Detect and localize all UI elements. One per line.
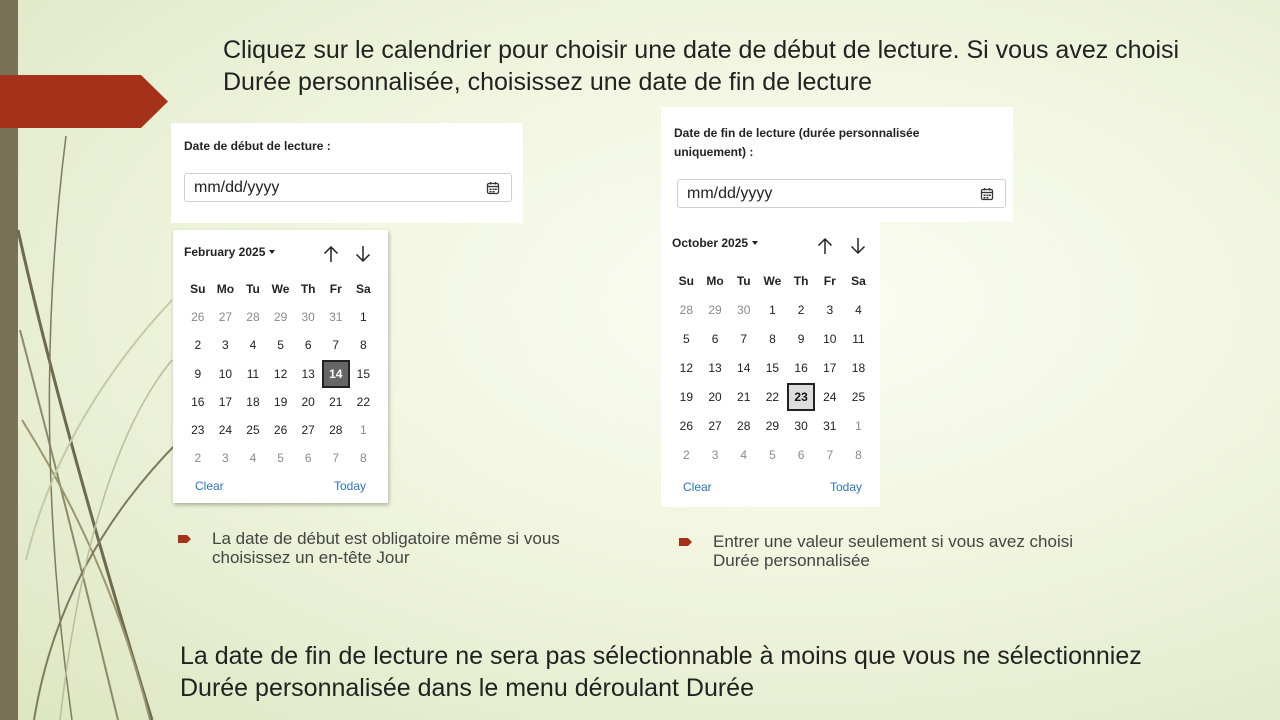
day-cell[interactable]: 25	[851, 390, 866, 404]
day-cell[interactable]: 28	[246, 310, 260, 325]
day-cell[interactable]: 24	[823, 390, 837, 404]
day-cell[interactable]: 27	[218, 310, 233, 325]
day-cell[interactable]: 4	[740, 447, 748, 462]
day-cell[interactable]: 27	[301, 423, 315, 438]
selected-day-cell[interactable]: 23	[787, 383, 816, 412]
day-cell[interactable]: 21	[329, 394, 343, 409]
day-cell[interactable]: 6	[304, 338, 312, 353]
day-cell[interactable]: 4	[249, 451, 257, 466]
day-cell[interactable]: 1	[360, 423, 367, 438]
month-selector[interactable]	[184, 245, 275, 259]
day-cell[interactable]: 4	[855, 303, 862, 318]
day-cell[interactable]: 29	[708, 303, 722, 318]
weekday-header: Su	[678, 274, 695, 289]
day-cell[interactable]: 2	[797, 303, 805, 318]
day-cell[interactable]: 24	[218, 423, 233, 438]
day-cell[interactable]: 8	[360, 338, 367, 353]
day-cell[interactable]: 23	[191, 423, 205, 438]
day-cell[interactable]: 12	[679, 361, 694, 376]
day-cell[interactable]: 28	[329, 423, 343, 438]
day-cell[interactable]: 10	[823, 332, 837, 347]
day-cell[interactable]: 31	[823, 418, 837, 433]
day-cell[interactable]: 30	[794, 418, 808, 433]
day-cell[interactable]: 11	[852, 332, 865, 347]
weekday-header: Fr	[823, 274, 836, 289]
start-date-label: Date de début de lecture :	[184, 139, 331, 153]
weekday-header: We	[271, 282, 290, 297]
day-cell[interactable]: 18	[246, 394, 260, 409]
day-cell[interactable]: 16	[191, 394, 205, 409]
start-date-note-text: La date de début est obligatoire même si vous choisissez un en-tête Jour	[212, 529, 560, 567]
day-cell[interactable]: 20	[708, 390, 722, 404]
weekday-header: Fr	[329, 282, 342, 297]
day-cell[interactable]: 7	[740, 332, 748, 347]
day-cell[interactable]: 2	[194, 451, 202, 466]
day-cell[interactable]: 29	[765, 418, 780, 433]
slide-title: Cliquez sur le calendrier pour choisir une date de début de lecture. Si vous avez choisi Durée personnalisée, choisissez une date de fin de lecture	[223, 36, 1180, 96]
day-cell[interactable]: 16	[794, 361, 808, 376]
day-cell[interactable]: 5	[683, 332, 690, 347]
day-cell[interactable]: 30	[737, 303, 751, 318]
day-cell[interactable]: 9	[797, 332, 805, 347]
month-selector[interactable]	[672, 236, 758, 250]
day-cell[interactable]: 18	[851, 361, 866, 376]
end-date-input[interactable]	[677, 179, 1006, 208]
clear-button[interactable]: Clear	[683, 480, 712, 494]
day-cell[interactable]: 8	[855, 447, 862, 462]
month-label: October 2025	[672, 236, 749, 250]
day-cell[interactable]: 22	[765, 390, 780, 404]
start-date-note	[212, 529, 592, 567]
end-date-note	[713, 532, 1093, 570]
clear-button[interactable]: Clear	[195, 479, 224, 493]
day-grid	[672, 267, 873, 469]
calendar-icon[interactable]	[980, 187, 994, 201]
day-cell[interactable]: 15	[765, 361, 780, 376]
arrow-down-icon[interactable]	[849, 236, 867, 256]
month-label: February 2025	[184, 245, 266, 259]
weekday-header: Th	[300, 282, 316, 297]
day-cell[interactable]: 3	[222, 338, 229, 353]
day-cell[interactable]: 8	[769, 332, 776, 347]
day-cell[interactable]: 30	[301, 310, 315, 325]
day-cell[interactable]: 4	[249, 338, 257, 353]
day-cell[interactable]: 17	[218, 394, 233, 409]
day-cell[interactable]: 29	[273, 310, 288, 325]
accent-arrow	[0, 75, 168, 128]
day-cell[interactable]: 14	[737, 361, 751, 376]
day-cell[interactable]: 27	[708, 418, 722, 433]
weekday-header: Tu	[246, 282, 260, 297]
day-cell[interactable]: 5	[277, 451, 284, 466]
day-cell[interactable]: 7	[332, 338, 340, 353]
day-cell[interactable]: 1	[855, 418, 862, 433]
day-cell[interactable]: 20	[301, 394, 315, 409]
day-cell[interactable]: 6	[797, 447, 805, 462]
arrow-up-icon[interactable]	[816, 236, 834, 256]
calendar-icon[interactable]	[486, 181, 500, 195]
bullet-arrow-icon	[679, 537, 693, 547]
today-button[interactable]: Today	[333, 479, 366, 493]
end-date-label: Date de fin de lecture (durée personnalisée uniquement) :	[674, 126, 920, 159]
day-cell[interactable]: 7	[826, 447, 834, 462]
day-cell[interactable]: 17	[823, 361, 837, 376]
day-cell[interactable]: 13	[708, 361, 722, 376]
day-cell[interactable]: 22	[356, 394, 371, 409]
day-cell[interactable]: 15	[356, 366, 371, 381]
weekday-header: Mo	[216, 282, 235, 297]
day-cell[interactable]: 2	[683, 447, 690, 462]
day-cell[interactable]: 6	[304, 451, 312, 466]
day-cell[interactable]: 6	[711, 332, 719, 347]
end-calendar-popup	[661, 222, 880, 507]
bottom-note: La date de fin de lecture ne sera pas sélectionnable à moins que vous ne sélectionniez Durée personnalisée dans le menu déroulant Durée	[180, 642, 1142, 702]
day-cell[interactable]: 28	[679, 303, 694, 318]
weekday-header: Sa	[356, 282, 371, 297]
weekday-header: We	[763, 274, 782, 289]
day-cell[interactable]: 8	[360, 451, 367, 466]
end-date-panel	[661, 107, 1013, 222]
weekday-header: Sa	[851, 274, 866, 289]
caret-down-icon	[752, 241, 758, 245]
day-cell[interactable]: 3	[711, 447, 719, 462]
day-cell[interactable]: 5	[277, 338, 284, 353]
end-date-placeholder: mm/dd/yyyy	[687, 185, 773, 202]
start-calendar-popup	[173, 230, 388, 503]
day-cell[interactable]: 13	[301, 366, 315, 381]
day-cell[interactable]: 26	[679, 418, 694, 433]
day-cell[interactable]: 3	[826, 303, 834, 318]
day-cell[interactable]: 19	[679, 390, 694, 404]
day-cell[interactable]: 28	[737, 418, 751, 433]
day-cell[interactable]: 5	[769, 447, 776, 462]
day-cell[interactable]: 1	[360, 310, 367, 325]
day-cell[interactable]: 26	[191, 310, 205, 325]
day-cell[interactable]: 9	[194, 366, 202, 381]
day-cell[interactable]: 10	[218, 366, 233, 381]
caret-down-icon	[269, 250, 275, 254]
start-date-panel	[171, 123, 523, 223]
start-date-placeholder: mm/dd/yyyy	[194, 179, 280, 196]
end-date-note-text: Entrer une valeur seulement si vous avez choisi Durée personnalisée	[713, 532, 1074, 570]
start-date-input[interactable]	[184, 173, 512, 202]
weekday-header: Su	[190, 282, 206, 297]
arrow-up-icon[interactable]	[322, 244, 340, 264]
weekday-header: Mo	[706, 274, 724, 289]
day-cell[interactable]: 11	[246, 366, 260, 381]
day-cell[interactable]: 31	[329, 310, 343, 325]
bullet-arrow-icon	[178, 534, 192, 544]
weekday-header: Th	[793, 274, 809, 289]
day-cell[interactable]: 21	[737, 390, 751, 404]
day-cell[interactable]: 3	[222, 451, 229, 466]
day-cell[interactable]: 19	[273, 394, 288, 409]
selected-day-cell[interactable]: 14	[322, 360, 350, 388]
day-grid	[184, 275, 377, 472]
day-cell[interactable]: 1	[769, 303, 776, 318]
arrow-down-icon[interactable]	[354, 244, 372, 264]
day-cell[interactable]: 2	[194, 338, 202, 353]
today-button[interactable]: Today	[829, 480, 862, 494]
day-cell[interactable]: 26	[273, 423, 288, 438]
day-cell[interactable]: 7	[332, 451, 340, 466]
weekday-header: Tu	[736, 274, 751, 289]
day-cell[interactable]: 12	[273, 366, 288, 381]
day-cell[interactable]: 25	[246, 423, 260, 438]
